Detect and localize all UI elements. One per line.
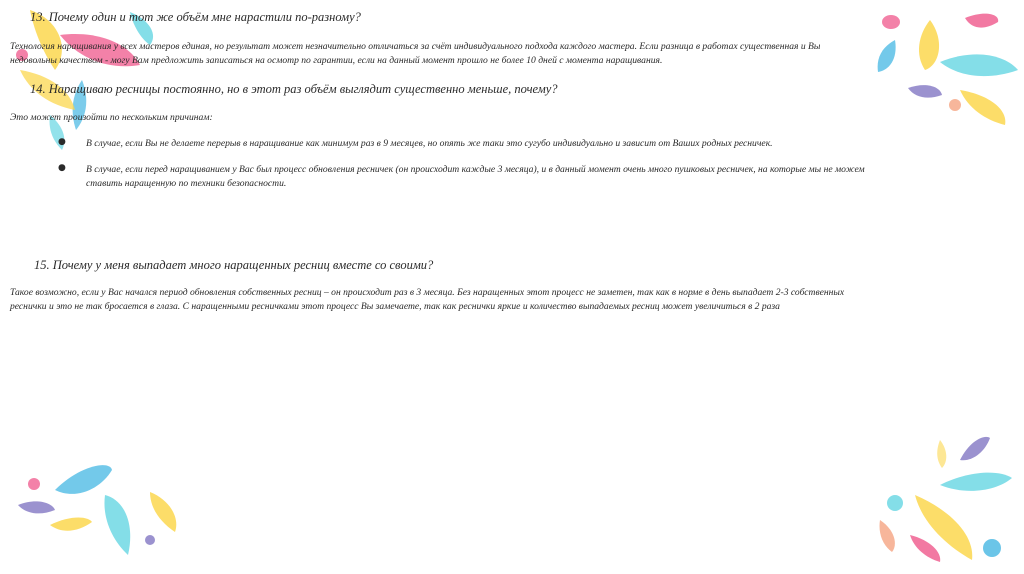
splash-cyan-br	[940, 473, 1012, 491]
dot-purple-bl	[145, 535, 155, 545]
splash-blue-bl	[55, 465, 112, 494]
splash-cyan-bl	[104, 495, 130, 555]
q15-title: 15. Почему у меня выпадает много наращенных ресниц вместе со своими?	[34, 258, 434, 272]
q14-intro: Это может произойти по нескольким причинам:	[10, 112, 213, 123]
splash-purple-bl	[18, 501, 55, 513]
splash-blue-tr	[878, 40, 896, 72]
bullet-marker-1: ●	[58, 137, 66, 147]
q13-answer-line2: недовольны качеством - могу Вам предложить записаться на осмотр по гарантии, если на данный момент прошло не более 10 дней с момента наращивания.	[10, 55, 663, 66]
q13-title: 13. Почему один и тот же объём мне нарастили по-разному?	[30, 10, 361, 24]
splash-pink-tr	[965, 14, 998, 28]
splash-cyan-tr	[940, 54, 1018, 76]
q14-bullet1: В случае, если Вы не делаете перерыв в наращивание как минимум раз в 9 месяцев, но опять же таки это сугубо индивидуально и зависит от Ваших родных ресничек.	[86, 138, 773, 149]
q14-title: 14. Наращиваю ресницы постоянно, но в этот раз объём выглядит существенно меньше, почему?	[30, 82, 558, 96]
q14-bullet2-line1: В случае, если перед наращиванием у Вас был процесс обновления ресничек (он происходит каждые 3 месяца), и в данный момент очень много пушковых ресничек, на которые мы не можем	[86, 164, 865, 175]
dot-pink-tr	[882, 15, 900, 29]
splash-purple-tr	[908, 85, 942, 97]
splash-yellow-br2	[937, 440, 946, 468]
dot-blue-br	[983, 539, 1001, 557]
splash-pink-br	[910, 535, 940, 562]
q13-answer-line1: Технология наращивания у всех мастеров единая, но результат может незначительно отличаться за счёт индивидуального подхода каждого мастера. Если разница в работах существенная и Вы	[10, 41, 821, 52]
q15-answer-line2: реснички и это не так бросается в глаза. С наращенными ресничками этот процесс Вы замечаете, так как реснички яркие и количество выпадаемых ресниц может увеличиться в 2 раза	[10, 301, 780, 312]
dot-peach-tr	[949, 99, 961, 111]
q15-answer-line1: Такое возможно, если у Вас начался период обновления собственных ресниц – он происходит раз в 3 месяца. Без наращенных этот процесс не заметен, так как в норме в день выпадает 2-3 собственных	[10, 287, 845, 298]
dot-cyan-br	[887, 495, 903, 511]
splash-yellow-tr	[919, 20, 939, 70]
bullet-marker-2: ●	[58, 163, 66, 173]
splash-yellow-bl	[50, 517, 92, 530]
dot-pink-bl	[28, 478, 40, 490]
splash-peach-br	[880, 520, 895, 552]
splash-yellow-bl2	[150, 492, 176, 532]
splash-purple-br	[960, 437, 990, 460]
q14-bullet2-line2: ставить наращенную по техники безопасности.	[86, 178, 287, 189]
splash-yellow-tr2	[960, 90, 1005, 125]
